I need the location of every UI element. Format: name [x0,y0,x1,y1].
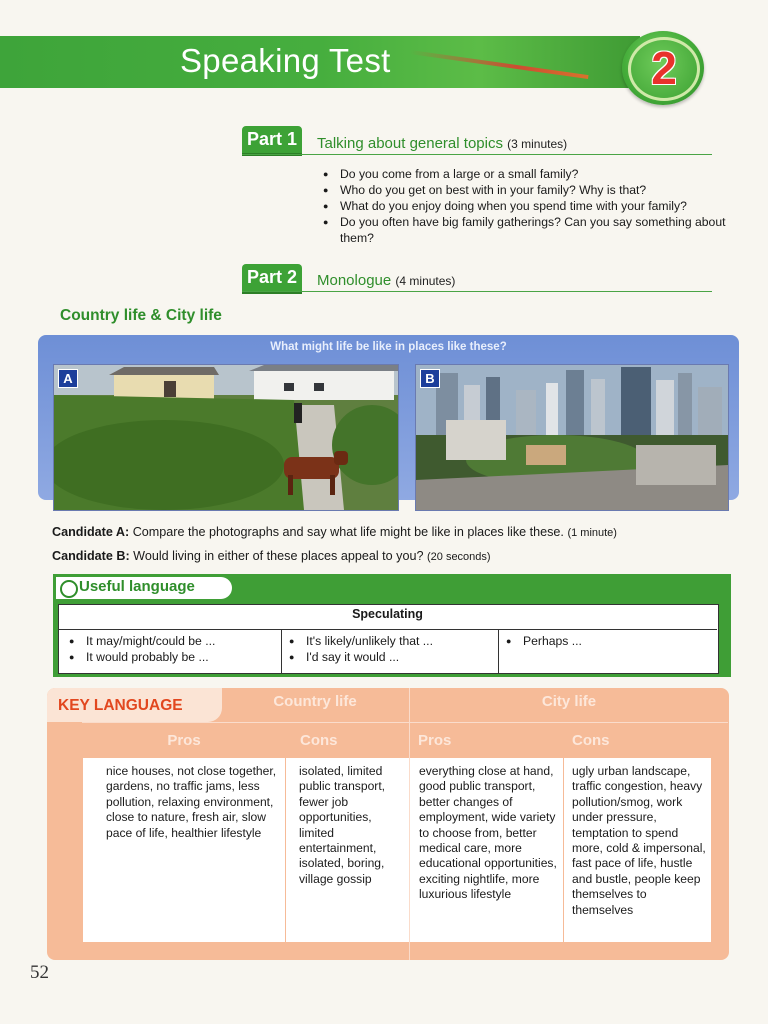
photo-b-label: B [420,369,440,388]
part2-badge: Part 2 [242,264,302,294]
list-item: ● Do you come from a large or a small family? [322,166,742,182]
subheader-country-cons: Cons [300,732,338,749]
header-divider [82,722,728,723]
list-item: ● What do you enjoy doing when you spend time with your family? [322,198,742,214]
list-item: ● It's likely/unlikely that ... [288,633,493,649]
circle-icon [60,580,78,598]
candidate-b-time: (20 seconds) [426,551,491,563]
section-heading: Country life & City life [60,307,222,324]
useful-phrase-list [505,633,710,649]
list-item: ● I'd say it would ... [288,649,493,665]
part1-question-list [322,166,742,246]
part1-duration: (3 minutes) [507,137,568,151]
list-item: ● Who do you get on best with in your family? Why is that? [322,182,742,198]
useful-language-column-3 [499,629,717,673]
candidate-a-time: (1 minute) [567,527,617,539]
part2-title-line [317,272,455,289]
list-item: ● Do you often have big family gatherings? Can you say something about them? [322,214,740,246]
photo-caption: What might life be like in places like these? [270,341,507,353]
useful-phrase-list [68,633,278,665]
subheader-city-pros: Pros [418,732,452,749]
test-number: 2 [651,42,677,94]
photo-city-skyline [415,364,729,511]
subheader-city-cons: Cons [572,732,610,749]
cell-country-pros: nice houses, not close together, gardens, no traffic jams, less pollution, relaxing environment, close to nature, fresh air, slow pace of life, healthier lifestyle [106,764,277,840]
cell-city-pros: everything close at hand, good public transport, better changes of employment, wide variety to choose from, better medical care, more educational opportunities, exciting nightlife, more luxurious lifestyle [419,764,557,902]
subheader-country-pros: Pros [167,732,201,749]
group-header-country-life: Country life [273,693,357,710]
useful-language-column-2 [282,629,499,673]
part1-title: Talking about general topics [317,135,503,152]
page-number: 52 [30,962,49,983]
candidate-a-instruction [52,525,617,539]
part1-rule [242,154,712,155]
candidate-a-label: Candidate A: [52,525,130,539]
candidate-b-label: Candidate B: [52,549,130,563]
part1-title-line [317,135,567,152]
photo-country-village [53,364,399,511]
speculating-heading: Speculating [352,607,423,621]
group-header-city-life: City life [541,693,597,710]
useful-language-label: Useful language [79,578,195,595]
part2-duration: (4 minutes) [395,274,456,288]
candidate-b-text: Would living in either of these places appeal to you? [133,549,424,563]
list-item: ● Perhaps ... [505,633,710,649]
key-language-label: KEY LANGUAGE [58,697,183,714]
page-title: Speaking Test [180,42,391,79]
useful-language-column-1 [58,629,282,673]
cell-city-cons: ugly urban landscape, traffic congestion, heavy pollution/smog, work under pressure, temptation to spend more, cold & impersonal, fast pace of life, hustle and bustle, people keep themselves to themselves [572,764,706,917]
part2-title: Monologue [317,272,392,289]
list-item: ● It may/might/could be ... [68,633,278,649]
city-photo-image [416,365,728,510]
list-item: ● It would probably be ... [68,649,278,665]
part2-rule [242,291,712,292]
cell-country-cons: isolated, limited public transport, fewer job opportunities, limited entertainment, isolated, boring, village gossip [299,764,386,886]
part1-badge: Part 1 [242,126,302,156]
photo-a-label: A [58,369,78,388]
candidate-b-instruction [52,549,491,563]
country-photo-image [54,365,398,510]
candidate-a-text: Compare the photographs and say what life might be like in places like these. [132,525,564,539]
useful-phrase-list [288,633,493,665]
